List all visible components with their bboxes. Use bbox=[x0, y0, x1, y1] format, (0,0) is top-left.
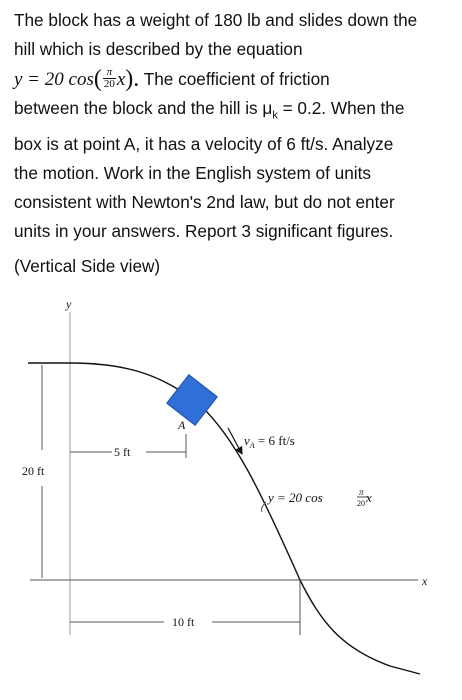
problem-line-6: the motion. Work in the English system of units bbox=[14, 163, 371, 184]
point-a-label: A bbox=[178, 418, 186, 432]
problem-line-2: hill which is described by the equation bbox=[14, 39, 303, 59]
equation-fraction-numerator: π bbox=[103, 67, 116, 79]
problem-line-4-pre: between the block and the hill is bbox=[14, 98, 263, 118]
problem-line-7: consistent with Newton's 2nd law, but do not enter bbox=[14, 192, 395, 213]
curve-equation-fraction-denominator: 20 bbox=[357, 499, 365, 508]
problem-line-4 bbox=[14, 94, 458, 130]
hill-curve bbox=[28, 363, 420, 674]
problem-statement bbox=[14, 6, 458, 246]
dim-20ft-label: 20 ft bbox=[22, 464, 45, 478]
curve-equation-variable: x bbox=[366, 490, 372, 505]
sliding-block bbox=[167, 375, 218, 426]
hill-figure bbox=[0, 290, 462, 700]
equation-open-paren: ( bbox=[93, 66, 102, 92]
view-label: (Vertical Side view) bbox=[14, 256, 161, 276]
equation-variable: x bbox=[116, 69, 126, 90]
problem-line-3 bbox=[14, 64, 458, 94]
mu-symbol: μ bbox=[262, 98, 273, 118]
problem-line-1: The block has a weight of 180 lb and slides down the bbox=[14, 10, 418, 30]
mu-subscript: k bbox=[272, 109, 278, 122]
dim-10ft-label: 10 ft bbox=[172, 615, 195, 629]
velocity-label bbox=[244, 433, 295, 450]
curve-equation-lhs: y = 20 cos bbox=[268, 490, 323, 505]
velocity-value: = 6 ft/s bbox=[254, 433, 295, 448]
equation-fraction-denominator: 20 bbox=[103, 78, 115, 91]
problem-line-4-post: = 0.2. When the bbox=[277, 98, 405, 118]
y-axis-label: y bbox=[66, 297, 72, 311]
equation-fraction bbox=[103, 67, 116, 90]
equation-lhs: y = 20 cos bbox=[14, 69, 94, 90]
curve-equation-fraction-numerator: π bbox=[359, 487, 364, 497]
equation-close-paren: ). bbox=[125, 66, 140, 92]
velocity-subscript: A bbox=[249, 441, 255, 450]
problem-line-5: box is at point A, it has a velocity of 6 ft/s. Analyze bbox=[14, 134, 394, 155]
x-axis-label: x bbox=[422, 574, 428, 588]
curve-equation bbox=[266, 490, 323, 505]
hill-equation bbox=[14, 66, 140, 92]
dim-5ft-label: 5 ft bbox=[114, 445, 131, 459]
velocity-symbol: v bbox=[244, 433, 250, 448]
problem-line-8: units in your answers. Report 3 significant figures. bbox=[14, 221, 394, 242]
problem-line-3-rest: The coefficient of friction bbox=[143, 69, 330, 89]
